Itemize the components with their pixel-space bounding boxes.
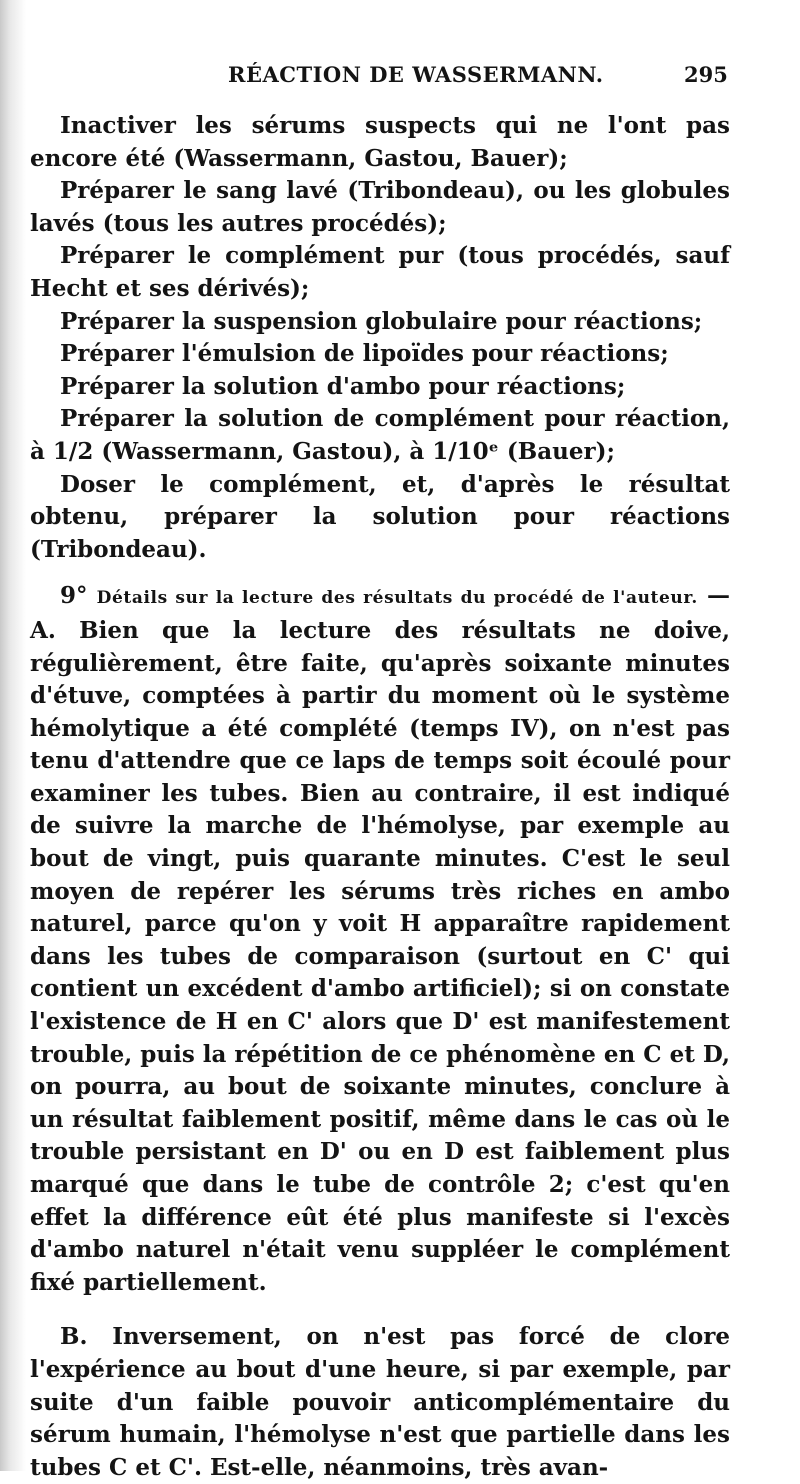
section-heading: Détails sur la lecture des résultats du procédé de l'auteur. xyxy=(96,588,698,609)
running-title: RÉACTION DE WASSERMANN. xyxy=(228,62,604,87)
body-text xyxy=(30,110,730,1484)
page-header xyxy=(0,62,800,92)
paragraph-complement-pur: Préparer le complément pur (tous procédés, sauf Hecht et ses dérivés); xyxy=(30,242,730,302)
paragraph-solution-complement: Préparer la solution de complément pour réaction, à 1/2 (Wassermann, Gastou), à 1/10ᵉ (Bauer); xyxy=(30,405,730,465)
page-number: 295 xyxy=(684,62,728,87)
section-9 xyxy=(30,580,730,1299)
paragraph-emulsion: Préparer l'émulsion de lipoïdes pour réactions; xyxy=(60,340,669,368)
paragraph-inactiver: Inactiver les sérums suspects qui ne l'ont pas encore été (Wassermann, Gastou, Bauer); xyxy=(30,112,730,172)
paragraph-b: B. Inversement, on n'est pas forcé de clore l'expérience au bout d'une heure, si par exemple, par suite d'un faible pouvoir anticomplémentaire du sérum humain, l'hémolyse n'est que partielle dans les tubes C et C'. Est-elle, néanmoins, très avan- xyxy=(30,1323,730,1481)
paragraph-suspension: Préparer la suspension globulaire pour réactions; xyxy=(60,307,703,335)
section-text-a: — A. Bien que la lecture des résultats ne doive, régulièrement, être faite, qu'après soixante minutes d'étuve, comptées à partir du moment où le système hémolytique a été complété (temps IV), on n'est pas tenu d'attendre que ce laps de temps soit écoulé pour examiner les tubes. Bien au contraire, il est indiqué de suivre la marche de l'hémolyse, par exemple au bout de vingt, puis quarante minutes. C'est le seul moyen de repérer les sérums très riches en ambo naturel, parce qu'on y voit H apparaître rapidement dans les tubes de comparaison (surtout en C' qui contient un excédent d'ambo artificiel); si on constate l'existence de H en C' alors que D' est manifestement trouble, puis la répétition de ce phénomène en C et D, on pourra, au bout de soixante minutes, conclure à un résultat faiblement positif, même dans le cas où le trouble persistant en D' ou en D est faiblement plus marqué que dans le tube de contrôle 2; c'est qu'en effet la différence eût été plus manifeste si l'excès d'ambo naturel n'était venu suppléer le complément fixé partiellement. xyxy=(30,582,730,1296)
paragraph-doser: Doser le complément, et, d'après le résultat obtenu, préparer la solution pour réactions (Tribondeau). xyxy=(30,470,730,563)
paragraph-solution-ambo: Préparer la solution d'ambo pour réactions; xyxy=(60,372,626,400)
section-number: 9° xyxy=(60,582,88,610)
paragraph-sang-lave: Préparer le sang lavé (Tribondeau), ou les globules lavés (tous les autres procédés); xyxy=(30,177,730,237)
